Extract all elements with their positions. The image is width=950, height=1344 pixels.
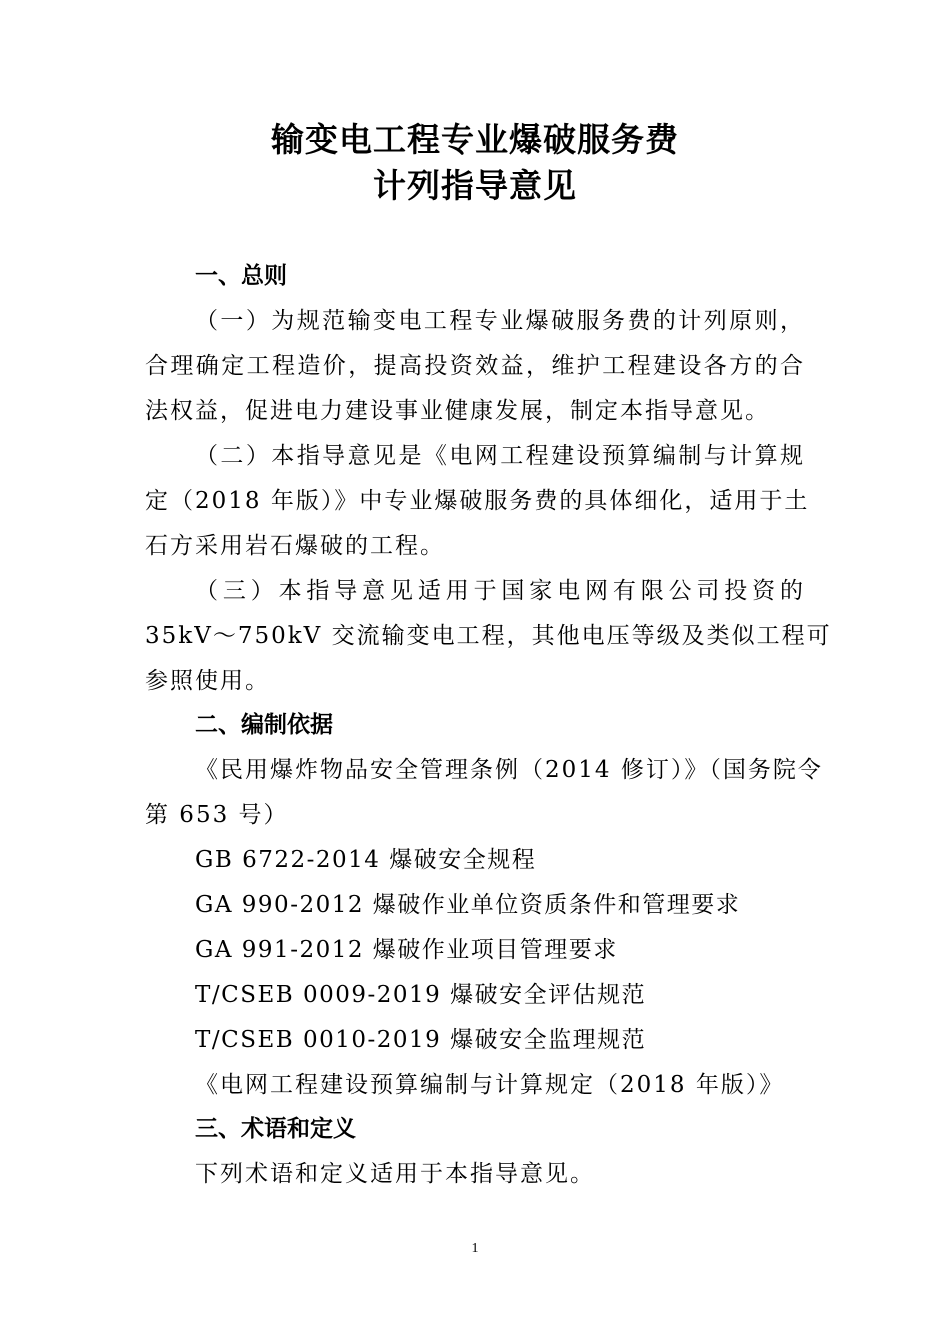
paragraph-line: 下列术语和定义适用于本指导意见。 (195, 1161, 595, 1187)
reference-item: GB 6722-2014 爆破安全规程 (195, 847, 537, 873)
paragraph-line: （二）本指导意见是《电网工程建设预算编制与计算规 (195, 443, 805, 469)
paragraph-line: 参照使用。 (145, 668, 270, 694)
paragraph-line: （一）为规范输变电工程专业爆破服务费的计列原则， (195, 308, 805, 334)
document-title-line-2: 计列指导意见 (373, 166, 577, 205)
reference-item: T/CSEB 0009-2019 爆破安全评估规范 (195, 982, 647, 1008)
paragraph-line: 石方采用岩石爆破的工程。 (145, 533, 445, 559)
reference-item: GA 991-2012 爆破作业项目管理要求 (195, 937, 618, 963)
paragraph-line: 法权益，促进电力建设事业健康发展，制定本指导意见。 (145, 398, 770, 424)
document-title-line-1: 输变电工程专业爆破服务费 (271, 120, 679, 159)
paragraph-line: （三）本指导意见适用于国家电网有限公司投资的 (195, 578, 805, 604)
reference-item: GA 990-2012 爆破作业单位资质条件和管理要求 (195, 892, 741, 918)
reference-item: 第 653 号） (145, 802, 289, 828)
page-number: 1 (471, 1241, 479, 1256)
reference-item: 《民用爆炸物品安全管理条例（2014 修订）》（国务院令 (195, 757, 823, 783)
section-heading-basis: 二、编制依据 (195, 712, 333, 738)
section-heading-general: 一、总则 (195, 263, 287, 289)
paragraph-line: 合理确定工程造价，提高投资效益，维护工程建设各方的合 (145, 353, 805, 379)
reference-item: 《电网工程建设预算编制与计算规定（2018 年版）》 (195, 1072, 785, 1098)
section-heading-terms: 三、术语和定义 (195, 1116, 356, 1142)
paragraph-line: 定（2018 年版）》中专业爆破服务费的具体细化，适用于土 (145, 488, 810, 514)
reference-item: T/CSEB 0010-2019 爆破安全监理规范 (195, 1027, 647, 1053)
paragraph-line: 35kV～750kV 交流输变电工程，其他电压等级及类似工程可 (145, 623, 832, 649)
